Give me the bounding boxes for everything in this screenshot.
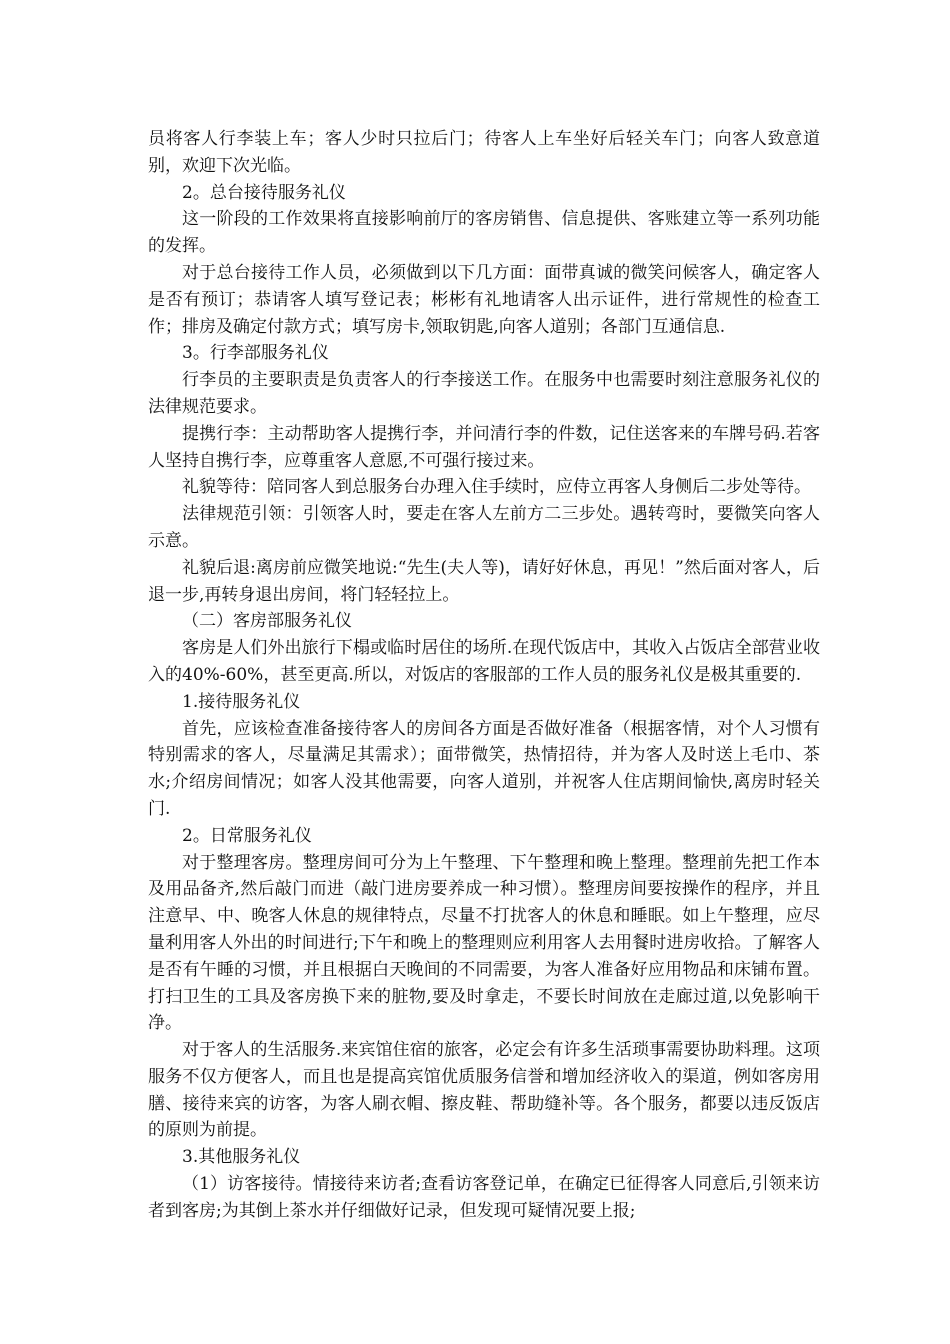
- body-paragraph: 对于总台接待工作人员，必须做到以下几方面：面带真诚的微笑问候客人，确定客人是否有预订；恭请客人填写登记表；彬彬有礼地请客人出示证件，进行常规性的检查工作；排房及确定付款方式；填写房卡,领取钥匙,向客人道别；各部门互通信息.: [148, 262, 820, 337]
- section-heading: 3。行李部服务礼仪: [182, 343, 329, 364]
- document-page: [148, 126, 820, 1225]
- body-paragraph: 客房是人们外出旅行下榻或临时居住的场所.在现代饭店中，其收入占饭店全部营业收入的40%-60%，甚至更高.所以，对饭店的客服部的工作人员的服务礼仪是极其重要的.: [148, 638, 820, 685]
- body-paragraph: 礼貌后退:离房前应微笑地说:“先生(夫人等)，请好好休息，再见！”然后面对客人，后退一步,再转身退出房间，将门轻轻拉上。: [148, 557, 820, 605]
- body-paragraph: 首先，应该检查准备接待客人的房间各方面是否做好准备（根据客情，对个人习惯有特别需求的客人，尽量满足其需求）；面带微笑，热情招待，并为客人及时送上毛巾、茶水;介绍房间情况；如客人没其他需要，向客人道别，并祝客人住店期间愉快,离房时轻关门.: [148, 718, 820, 819]
- body-paragraph: 提携行李：主动帮助客人提携行李，并问清行李的件数，记住送客来的车牌号码.若客人坚持自携行李，应尊重客人意愿,不可强行接过来。: [148, 423, 820, 471]
- section-heading: 1.接待服务礼仪: [182, 691, 301, 712]
- body-paragraph: 对于整理客房。整理房间可分为上午整理、下午整理和晚上整理。整理前先把工作本及用品备齐,然后敲门而进（敲门进房要养成一种习惯）。整理房间要按操作的程序，并且注意早、中、晚客人休息的规律特点，尽量不打扰客人的休息和睡眠。如上午整理，应尽量利用客人外出的时间进行;下午和晚上的整理则应利用客人去用餐时进房收拾。了解客人是否有午睡的习惯，并且根据白天晚间的不同需要，为客人准备好应用物品和床铺布置。打扫卫生的工具及客房换下来的脏物,要及时拿走，不要长时间放在走廊过道,以免影响干净。: [148, 852, 820, 1034]
- body-paragraph: 员将客人行李装上车；客人少时只拉后门；待客人上车坐好后轻关车门；向客人致意道别，欢迎下次光临。: [148, 129, 820, 176]
- body-paragraph: 这一阶段的工作效果将直接影响前厅的客房销售、信息提供、客账建立等一系列功能的发挥。: [148, 209, 820, 257]
- body-paragraph: （1）访客接待。情接待来访者;查看访客登记单，在确定已征得客人同意后,引领来访者到客房;为其倒上茶水并仔细做好记录，但发现可疑情况要上报;: [148, 1174, 820, 1221]
- body-paragraph: 礼貌等待：陪同客人到总服务台办理入住手续时，应侍立再客人身侧后二步处等待。: [182, 477, 811, 498]
- section-heading: 2。总台接待服务礼仪: [182, 182, 346, 203]
- body-paragraph: 对于客人的生活服务.来宾馆住宿的旅客，必定会有许多生活琐事需要协助料理。这项服务不仅方便客人，而且也是提高宾馆优质服务信誉和增加经济收入的渠道，例如客房用膳、接待来宾的访客，为客人刷衣帽、擦皮鞋、帮助缝补等。各个服务，都要以违反饭店的原则为前提。: [148, 1040, 820, 1141]
- body-paragraph: 法律规范引领：引领客人时，要走在客人左前方二三步处。遇转弯时，要微笑向客人示意。: [148, 504, 820, 551]
- section-heading: 2。日常服务礼仪: [182, 825, 312, 846]
- body-paragraph: 行李员的主要职责是负责客人的行李接送工作。在服务中也需要时刻注意服务礼仪的法律规范要求。: [148, 370, 820, 417]
- section-heading: 3.其他服务礼仪: [182, 1147, 301, 1168]
- section-heading: （二）客房部服务礼仪: [182, 611, 352, 632]
